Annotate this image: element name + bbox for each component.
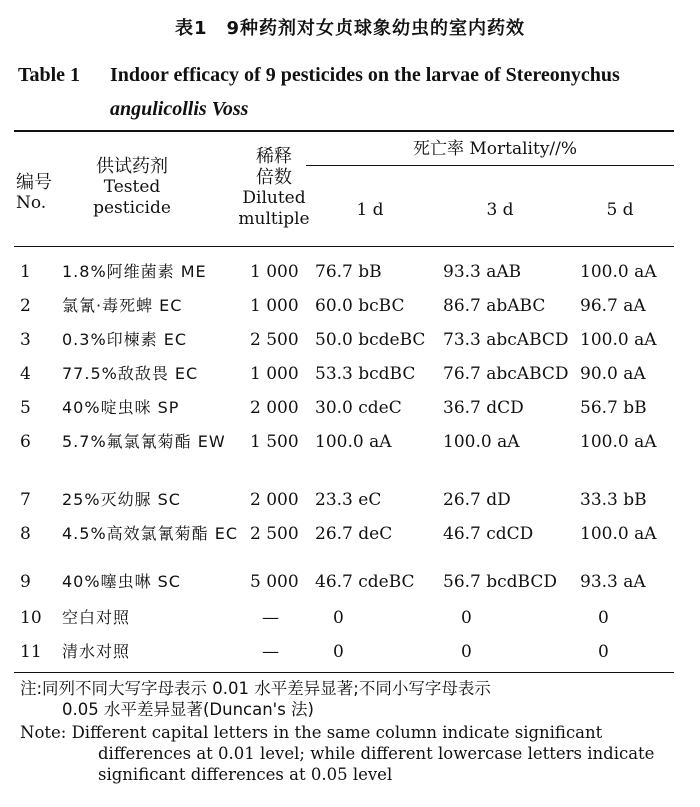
table-row <box>0 608 700 642</box>
header-mortality: 死亡率 Mortality//% <box>412 139 578 159</box>
row-dilution: 1 000 <box>250 364 299 384</box>
header-no <box>16 172 56 214</box>
note-cn-line2: 0.05 水平差异显著(Duncan's 法) <box>62 700 314 719</box>
row-mortality-3d: 93.3 aAB <box>443 262 522 282</box>
table-row <box>0 572 700 606</box>
row-mortality-1d: 60.0 bcBC <box>315 296 405 316</box>
row-mortality-3d: 73.3 abcABCD <box>443 330 569 350</box>
note-en <box>20 722 680 785</box>
row-mortality-5d: 56.7 bB <box>580 398 647 418</box>
row-dilution: 2 500 <box>250 524 299 544</box>
note-en-line2: differences at 0.01 level; while different lowercase letters indicate <box>98 744 655 763</box>
row-mortality-3d: 100.0 aA <box>443 432 520 452</box>
row-mortality-1d: 0 <box>333 642 344 662</box>
row-mortality-1d: 0 <box>333 608 344 628</box>
row-mortality-5d: 100.0 aA <box>580 432 657 452</box>
row-dilution: — <box>262 642 279 662</box>
row-number: 6 <box>20 432 31 452</box>
row-number: 4 <box>20 364 31 384</box>
header-day5: 5 d <box>606 200 634 220</box>
row-pesticide: 5.7%氟氯氰菊酯 EW <box>62 432 226 451</box>
row-mortality-1d: 30.0 cdeC <box>315 398 402 418</box>
row-mortality-1d: 26.7 deC <box>315 524 393 544</box>
table-row <box>0 524 700 558</box>
row-pesticide: 40%啶虫咪 SP <box>62 398 180 417</box>
row-mortality-3d: 0 <box>461 608 472 628</box>
table-row <box>0 642 700 676</box>
row-mortality-1d: 53.3 bcdBC <box>315 364 416 384</box>
header-no-cn: 编号 <box>16 172 52 193</box>
table-title-cn: 表1 9种药剂对女贞球象幼虫的室内药效 <box>174 18 526 39</box>
row-pesticide: 氯氰·毒死蜱 EC <box>62 296 183 315</box>
row-number: 8 <box>20 524 31 544</box>
row-mortality-3d: 56.7 bcdBCD <box>443 572 557 592</box>
note-en-line1: Note: Different capital letters in the same column indicate significant <box>20 723 603 742</box>
row-mortality-5d: 93.3 aA <box>580 572 646 592</box>
row-mortality-1d: 50.0 bcdeBC <box>315 330 426 350</box>
row-dilution: 1 500 <box>250 432 299 452</box>
row-number: 3 <box>20 330 31 350</box>
table-label: Table 1 <box>18 64 81 86</box>
header-pest-cn: 供试药剂 <box>96 156 168 177</box>
table-row <box>0 296 700 330</box>
row-dilution: 2 000 <box>250 398 299 418</box>
row-mortality-3d: 36.7 dCD <box>443 398 524 418</box>
row-pesticide: 4.5%高效氯氰菊酯 EC <box>62 524 239 543</box>
row-pesticide: 25%灭幼脲 SC <box>62 490 181 509</box>
table-row <box>0 262 700 296</box>
header-pest-en1: Tested <box>103 177 161 197</box>
header-dil-en2: multiple <box>238 209 310 229</box>
row-pesticide: 空白对照 <box>62 608 131 627</box>
title-en-line1: Indoor efficacy of 9 pesticides on the larvae of Stereonychus <box>110 64 620 86</box>
row-mortality-1d: 76.7 bB <box>315 262 382 282</box>
top-rule <box>14 130 674 132</box>
row-dilution: 2 000 <box>250 490 299 510</box>
row-number: 5 <box>20 398 31 418</box>
row-dilution: 5 000 <box>250 572 299 592</box>
row-mortality-3d: 46.7 cdCD <box>443 524 534 544</box>
row-dilution: 1 000 <box>250 296 299 316</box>
row-number: 9 <box>20 572 31 592</box>
header-day3: 3 d <box>486 200 514 220</box>
row-mortality-5d: 0 <box>598 608 609 628</box>
header-bottom-rule <box>14 246 674 247</box>
row-mortality-5d: 96.7 aA <box>580 296 646 316</box>
note-cn-line1: 注:同列不同大写字母表示 0.01 水平差异显著;不同小写字母表示 <box>20 679 491 698</box>
header-no-en: No. <box>16 193 47 213</box>
row-dilution: 2 500 <box>250 330 299 350</box>
row-dilution: — <box>262 608 279 628</box>
note-cn <box>20 678 680 720</box>
table-row <box>0 398 700 432</box>
row-dilution: 1 000 <box>250 262 299 282</box>
row-mortality-5d: 100.0 aA <box>580 524 657 544</box>
row-mortality-1d: 23.3 eC <box>315 490 382 510</box>
table-row <box>0 364 700 398</box>
header-day1: 1 d <box>356 200 384 220</box>
row-number: 7 <box>20 490 31 510</box>
row-mortality-1d: 46.7 cdeBC <box>315 572 415 592</box>
row-pesticide: 40%噻虫啉 SC <box>62 572 181 591</box>
header-pesticide <box>82 156 182 219</box>
row-number: 11 <box>20 642 42 662</box>
header-pest-en2: pesticide <box>93 198 171 218</box>
mortality-subrule <box>306 165 674 166</box>
header-dilution <box>236 146 312 230</box>
row-pesticide: 0.3%印楝素 EC <box>62 330 188 349</box>
header-dil-cn1: 稀释 <box>256 146 292 167</box>
header-dil-cn2: 倍数 <box>256 167 292 188</box>
row-number: 2 <box>20 296 31 316</box>
row-mortality-3d: 26.7 dD <box>443 490 511 510</box>
row-pesticide: 77.5%敌敌畏 EC <box>62 364 199 383</box>
title-en-line2: angulicollis Voss <box>110 98 249 120</box>
table-row <box>0 490 700 524</box>
table-row <box>0 432 700 466</box>
row-mortality-5d: 0 <box>598 642 609 662</box>
row-mortality-5d: 100.0 aA <box>580 262 657 282</box>
row-number: 1 <box>20 262 31 282</box>
row-mortality-5d: 100.0 aA <box>580 330 657 350</box>
row-mortality-5d: 90.0 aA <box>580 364 646 384</box>
row-mortality-3d: 0 <box>461 642 472 662</box>
row-mortality-5d: 33.3 bB <box>580 490 647 510</box>
table-title-en <box>18 58 688 126</box>
row-number: 10 <box>20 608 42 628</box>
table-row <box>0 330 700 364</box>
row-mortality-3d: 86.7 abABC <box>443 296 546 316</box>
row-mortality-3d: 76.7 abcABCD <box>443 364 569 384</box>
note-en-line3: significant differences at 0.05 level <box>98 765 393 784</box>
header-dil-en1: Diluted <box>242 188 306 208</box>
row-pesticide: 清水对照 <box>62 642 131 661</box>
row-pesticide: 1.8%阿维菌素 ME <box>62 262 207 281</box>
bottom-rule <box>14 672 674 673</box>
row-mortality-1d: 100.0 aA <box>315 432 392 452</box>
